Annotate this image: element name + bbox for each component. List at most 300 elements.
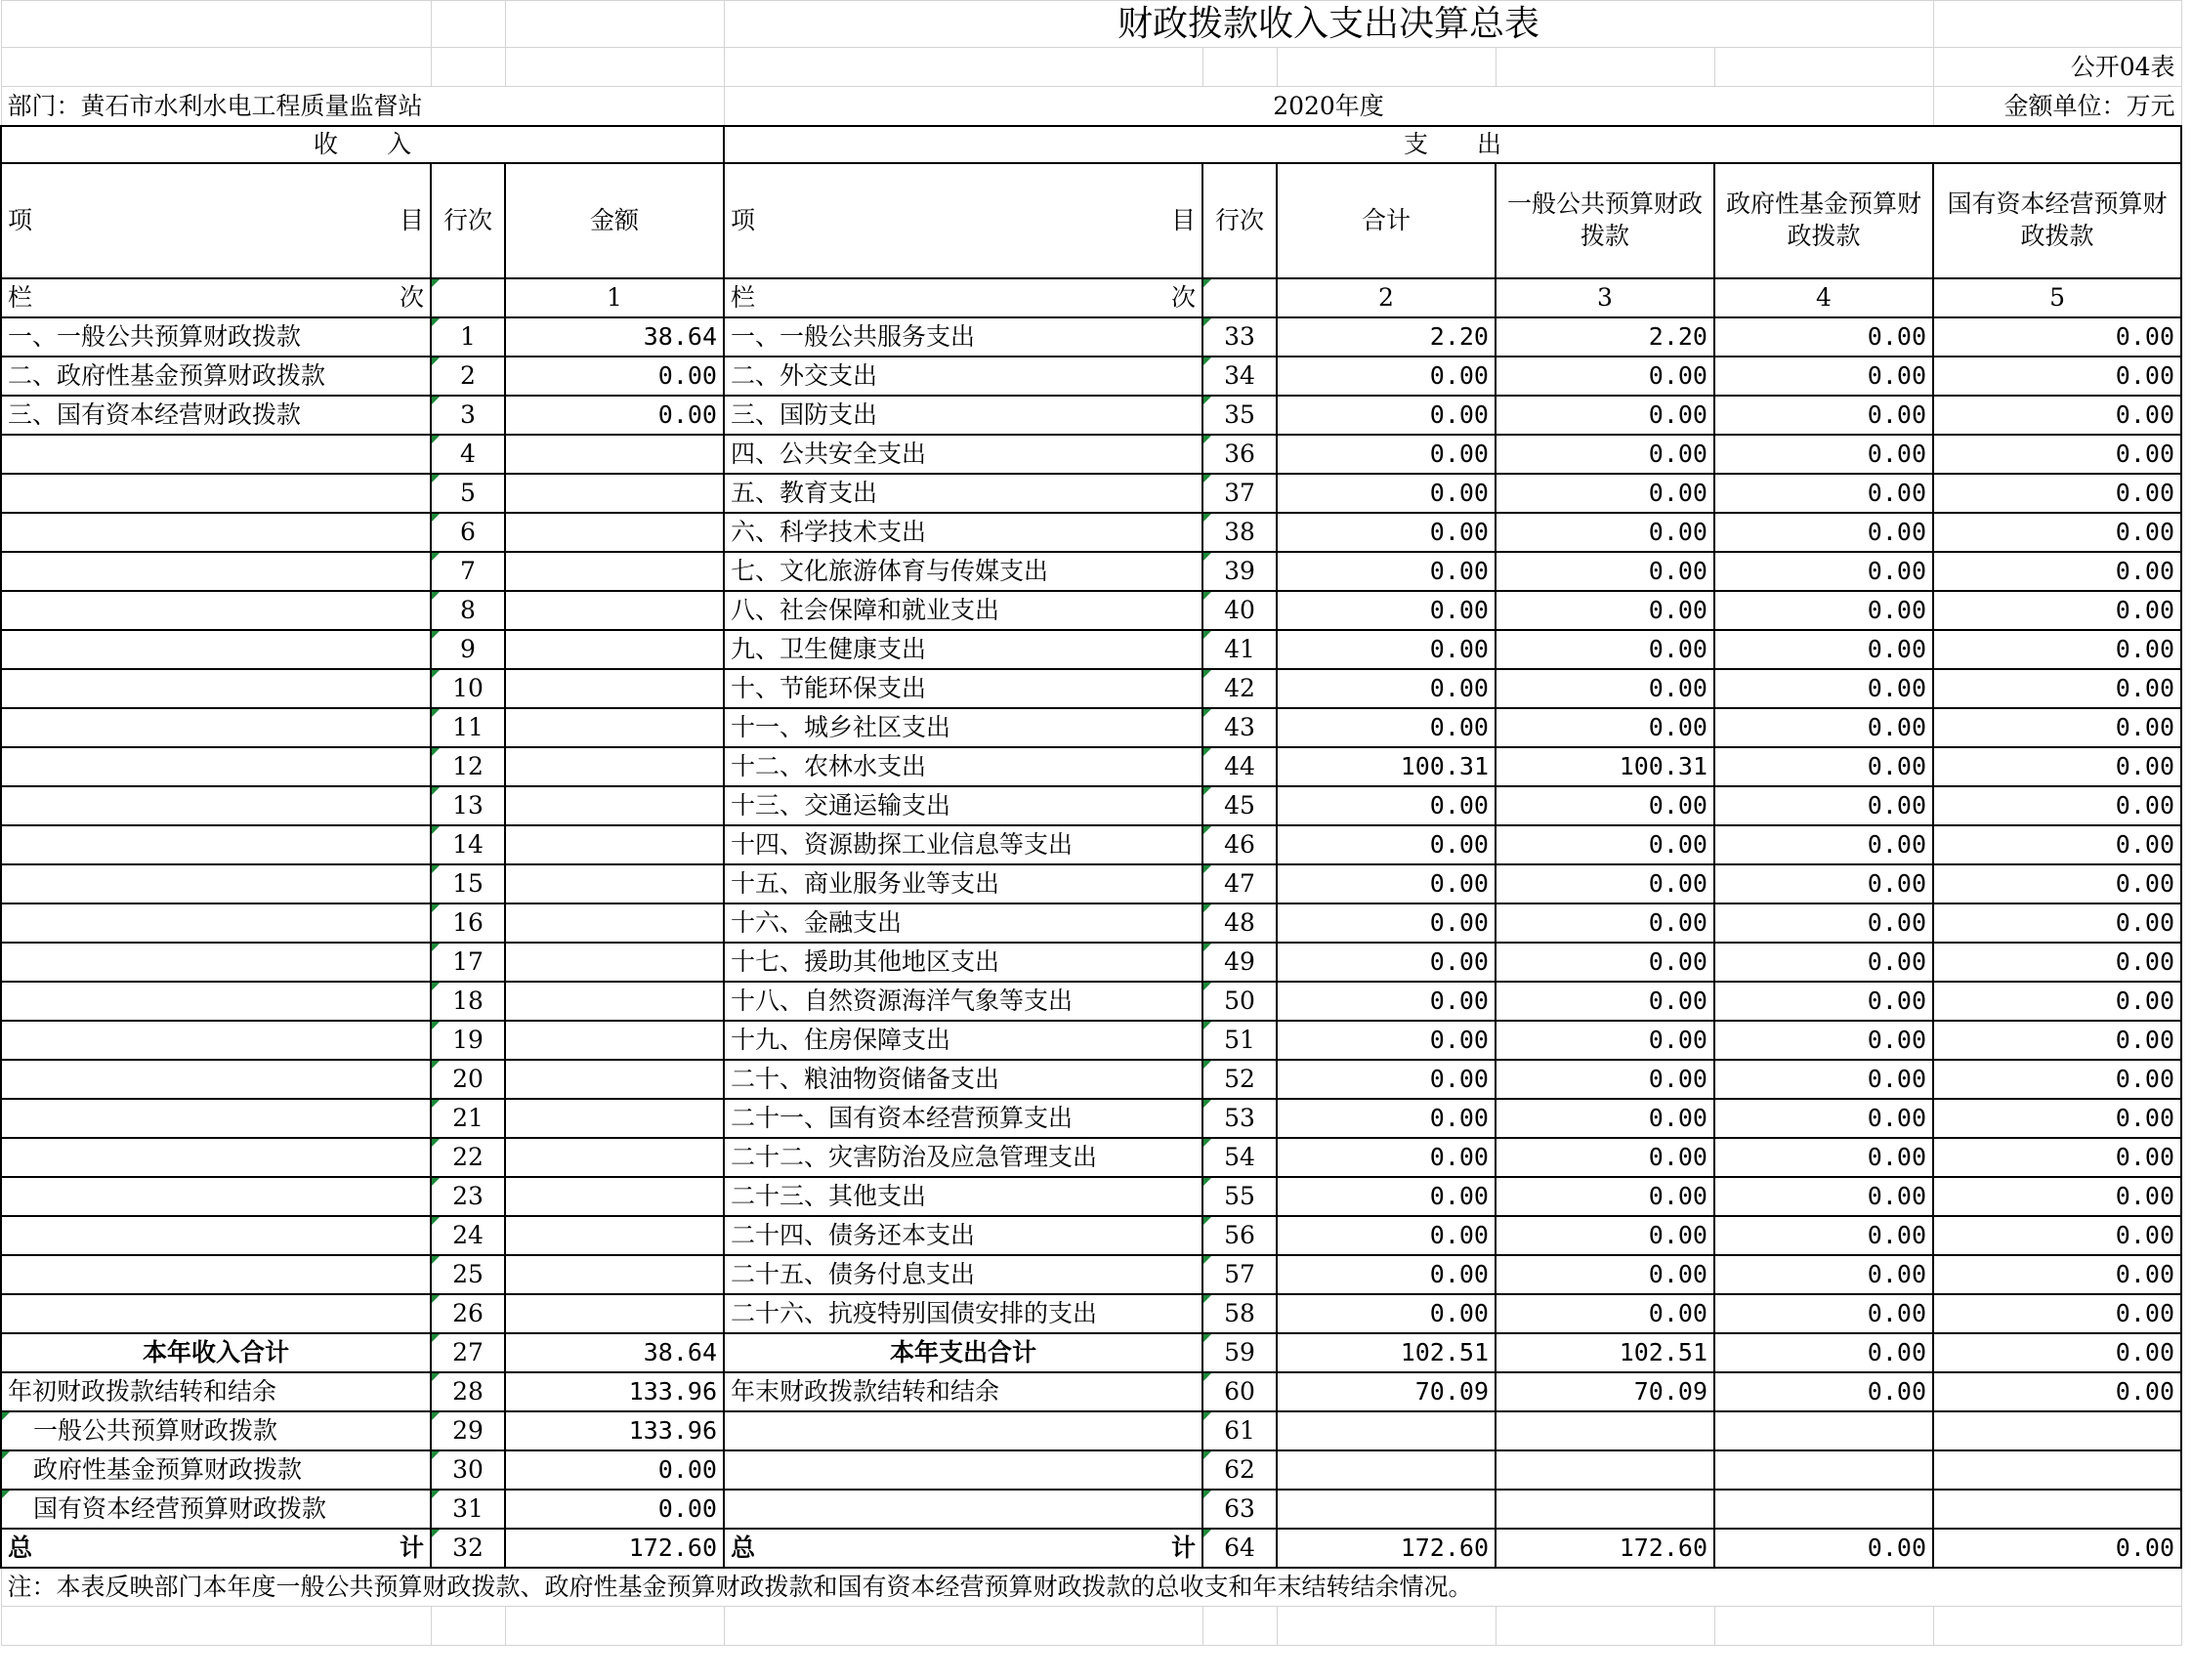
expense-row-number: 50 xyxy=(1202,982,1277,1021)
fund-budget-amount[interactable]: 0.00 xyxy=(1714,669,1933,708)
income-amount[interactable] xyxy=(505,435,724,474)
expense-item: 八、社会保障和就业支出 xyxy=(724,591,1202,630)
expense-item: 六、科学技术支出 xyxy=(724,513,1202,552)
table-row xyxy=(1,1529,2181,1568)
expense-row-number: 55 xyxy=(1202,1177,1277,1216)
state-capital-amount[interactable]: 0.00 xyxy=(1933,1372,2181,1411)
expense-total-header: 合计 xyxy=(1277,163,1496,278)
expense-row-number: 43 xyxy=(1202,708,1277,747)
expense-item xyxy=(724,1450,1202,1490)
state-capital-amount[interactable]: 0.00 xyxy=(1933,786,2181,825)
expense-row-number: 44 xyxy=(1202,747,1277,786)
state-capital-amount[interactable]: 0.00 xyxy=(1933,1529,2181,1568)
general-budget-amount[interactable]: 172.60 xyxy=(1496,1529,1714,1568)
general-budget-amount[interactable] xyxy=(1496,1411,1714,1450)
table-row xyxy=(1,1216,2181,1255)
state-capital-amount[interactable]: 0.00 xyxy=(1933,982,2181,1021)
general-budget-amount[interactable]: 0.00 xyxy=(1496,1216,1714,1255)
fund-budget-amount[interactable]: 0.00 xyxy=(1714,435,1933,474)
income-row-number: 26 xyxy=(431,1294,505,1333)
expense-total[interactable]: 0.00 xyxy=(1277,630,1496,669)
fund-budget-amount[interactable]: 0.00 xyxy=(1714,1294,1933,1333)
income-item: 二、政府性基金预算财政拨款 xyxy=(1,357,431,396)
income-item: 国有资本经营预算财政拨款 xyxy=(1,1490,431,1529)
expense-row-number: 39 xyxy=(1202,552,1277,591)
general-budget-amount[interactable]: 0.00 xyxy=(1496,396,1714,435)
income-item xyxy=(1,1177,431,1216)
fund-budget-amount[interactable]: 0.00 xyxy=(1714,943,1933,982)
income-item xyxy=(1,630,431,669)
general-budget-amount[interactable] xyxy=(1496,1450,1714,1490)
income-amount[interactable] xyxy=(505,708,724,747)
expense-total[interactable]: 0.00 xyxy=(1277,1060,1496,1099)
expense-total[interactable]: 2.20 xyxy=(1277,317,1496,357)
general-budget-amount[interactable]: 2.20 xyxy=(1496,317,1714,357)
income-item xyxy=(1,903,431,943)
fiscal-year: 2020年度 xyxy=(724,87,1933,126)
income-row-number: 14 xyxy=(431,825,505,864)
table-row xyxy=(1,943,2181,982)
fund-budget-amount[interactable]: 0.00 xyxy=(1714,786,1933,825)
income-amount[interactable] xyxy=(505,1138,724,1177)
table-row xyxy=(1,513,2181,552)
income-item: 政府性基金预算财政拨款 xyxy=(1,1450,431,1490)
state-capital-amount[interactable]: 0.00 xyxy=(1933,825,2181,864)
general-budget-amount[interactable]: 102.51 xyxy=(1496,1333,1714,1372)
expense-item: 十四、资源勘探工业信息等支出 xyxy=(724,825,1202,864)
general-budget-amount[interactable]: 0.00 xyxy=(1496,669,1714,708)
general-budget-amount[interactable]: 0.00 xyxy=(1496,864,1714,903)
general-budget-amount[interactable]: 0.00 xyxy=(1496,1021,1714,1060)
empty-cell[interactable] xyxy=(724,1607,1202,1646)
income-row-number: 32 xyxy=(431,1529,505,1568)
fund-budget-amount[interactable] xyxy=(1714,1450,1933,1490)
table-row xyxy=(1,982,2181,1021)
state-capital-amount[interactable]: 0.00 xyxy=(1933,864,2181,903)
state-capital-amount[interactable]: 0.00 xyxy=(1933,630,2181,669)
state-capital-amount[interactable] xyxy=(1933,1450,2181,1490)
income-row-number: 10 xyxy=(431,669,505,708)
empty-cell[interactable] xyxy=(1,1,431,48)
income-row-number: 28 xyxy=(431,1372,505,1411)
expense-total[interactable]: 0.00 xyxy=(1277,825,1496,864)
expense-row-number: 56 xyxy=(1202,1216,1277,1255)
column-index-5: 5 xyxy=(1933,278,2181,317)
table-row xyxy=(1,1177,2181,1216)
expense-total[interactable]: 0.00 xyxy=(1277,591,1496,630)
empty-cell[interactable] xyxy=(1202,1607,1277,1646)
table-row xyxy=(1,435,2181,474)
table-row xyxy=(1,630,2181,669)
expense-total[interactable]: 0.00 xyxy=(1277,1177,1496,1216)
expense-row-number: 58 xyxy=(1202,1294,1277,1333)
general-budget-amount[interactable]: 0.00 xyxy=(1496,1099,1714,1138)
income-amount[interactable] xyxy=(505,552,724,591)
general-budget-amount[interactable]: 0.00 xyxy=(1496,786,1714,825)
income-item xyxy=(1,513,431,552)
general-budget-amount[interactable]: 0.00 xyxy=(1496,591,1714,630)
income-rowno-header: 行次 xyxy=(431,163,505,278)
table-row xyxy=(1,669,2181,708)
expense-total[interactable]: 0.00 xyxy=(1277,1255,1496,1294)
column-index-4: 4 xyxy=(1714,278,1933,317)
empty-cell[interactable] xyxy=(431,1607,505,1646)
state-capital-header: 国有资本经营预算财政拨款 xyxy=(1933,163,2181,278)
income-item: 三、国有资本经营财政拨款 xyxy=(1,396,431,435)
income-item xyxy=(1,1021,431,1060)
expense-total[interactable]: 0.00 xyxy=(1277,708,1496,747)
income-amount[interactable] xyxy=(505,1099,724,1138)
fund-budget-amount[interactable]: 0.00 xyxy=(1714,1099,1933,1138)
expense-item: 二十五、债务付息支出 xyxy=(724,1255,1202,1294)
column-index-cell[interactable] xyxy=(1202,278,1277,317)
general-budget-amount[interactable]: 0.00 xyxy=(1496,474,1714,513)
income-amount[interactable]: 0.00 xyxy=(505,1450,724,1490)
expense-total[interactable]: 0.00 xyxy=(1277,982,1496,1021)
expense-item: 十一、城乡社区支出 xyxy=(724,708,1202,747)
general-budget-amount[interactable] xyxy=(1496,1490,1714,1529)
fund-budget-amount[interactable]: 0.00 xyxy=(1714,825,1933,864)
expense-row-number: 64 xyxy=(1202,1529,1277,1568)
fund-budget-amount[interactable]: 0.00 xyxy=(1714,474,1933,513)
general-budget-amount[interactable]: 100.31 xyxy=(1496,747,1714,786)
income-amount[interactable] xyxy=(505,474,724,513)
state-capital-amount[interactable]: 0.00 xyxy=(1933,747,2181,786)
income-item xyxy=(1,552,431,591)
income-item xyxy=(1,669,431,708)
general-budget-amount[interactable]: 0.00 xyxy=(1496,1177,1714,1216)
expense-total[interactable]: 0.00 xyxy=(1277,943,1496,982)
expense-item: 十五、商业服务业等支出 xyxy=(724,864,1202,903)
income-amount[interactable] xyxy=(505,943,724,982)
department-label: 部门：黄石市水利水电工程质量监督站 xyxy=(1,87,724,126)
expense-item: 十、节能环保支出 xyxy=(724,669,1202,708)
fund-budget-amount[interactable]: 0.00 xyxy=(1714,1021,1933,1060)
income-item: 总计 xyxy=(1,1529,431,1568)
income-amount[interactable]: 0.00 xyxy=(505,357,724,396)
state-capital-amount[interactable]: 0.00 xyxy=(1933,591,2181,630)
table-row xyxy=(1,1138,2181,1177)
income-item xyxy=(1,591,431,630)
income-amount[interactable] xyxy=(505,591,724,630)
expense-row-number: 49 xyxy=(1202,943,1277,982)
column-index-2: 2 xyxy=(1277,278,1496,317)
state-capital-amount[interactable]: 0.00 xyxy=(1933,1333,2181,1372)
income-amount[interactable]: 133.96 xyxy=(505,1372,724,1411)
fund-budget-amount[interactable]: 0.00 xyxy=(1714,552,1933,591)
state-capital-amount[interactable]: 0.00 xyxy=(1933,669,2181,708)
expense-total[interactable]: 0.00 xyxy=(1277,396,1496,435)
expense-total[interactable]: 0.00 xyxy=(1277,903,1496,943)
expense-total[interactable] xyxy=(1277,1490,1496,1529)
expense-total[interactable]: 0.00 xyxy=(1277,786,1496,825)
income-amount[interactable] xyxy=(505,1255,724,1294)
table-row xyxy=(1,1021,2181,1060)
state-capital-amount[interactable]: 0.00 xyxy=(1933,396,2181,435)
income-amount[interactable]: 133.96 xyxy=(505,1411,724,1450)
expense-item: 十八、自然资源海洋气象等支出 xyxy=(724,982,1202,1021)
expense-item: 二、外交支出 xyxy=(724,357,1202,396)
state-capital-amount[interactable]: 0.00 xyxy=(1933,1099,2181,1138)
fund-budget-amount[interactable]: 0.00 xyxy=(1714,708,1933,747)
fund-budget-amount[interactable]: 0.00 xyxy=(1714,1529,1933,1568)
expense-row-number: 61 xyxy=(1202,1411,1277,1450)
general-budget-amount[interactable]: 0.00 xyxy=(1496,1294,1714,1333)
general-budget-amount[interactable]: 0.00 xyxy=(1496,943,1714,982)
income-row-number: 19 xyxy=(431,1021,505,1060)
expense-total[interactable]: 172.60 xyxy=(1277,1529,1496,1568)
state-capital-amount[interactable]: 0.00 xyxy=(1933,1060,2181,1099)
expense-total[interactable]: 0.00 xyxy=(1277,1021,1496,1060)
expense-total[interactable]: 0.00 xyxy=(1277,552,1496,591)
fund-budget-amount[interactable]: 0.00 xyxy=(1714,1060,1933,1099)
expense-row-number: 53 xyxy=(1202,1099,1277,1138)
fund-budget-amount[interactable]: 0.00 xyxy=(1714,747,1933,786)
expense-total[interactable]: 0.00 xyxy=(1277,669,1496,708)
state-capital-amount[interactable]: 0.00 xyxy=(1933,708,2181,747)
income-item xyxy=(1,1099,431,1138)
fund-budget-amount[interactable]: 0.00 xyxy=(1714,317,1933,357)
table-row xyxy=(1,1450,2181,1490)
expense-item: 七、文化旅游体育与传媒支出 xyxy=(724,552,1202,591)
column-index-label: 栏次 xyxy=(1,278,431,317)
income-row-number: 16 xyxy=(431,903,505,943)
empty-cell[interactable] xyxy=(1933,1,2181,48)
general-budget-amount[interactable]: 70.09 xyxy=(1496,1372,1714,1411)
expense-item: 十九、住房保障支出 xyxy=(724,1021,1202,1060)
fund-budget-amount[interactable]: 0.00 xyxy=(1714,864,1933,903)
fund-budget-amount[interactable]: 0.00 xyxy=(1714,1333,1933,1372)
income-row-number: 1 xyxy=(431,317,505,357)
state-capital-amount[interactable]: 0.00 xyxy=(1933,474,2181,513)
income-amount[interactable] xyxy=(505,630,724,669)
table-row xyxy=(1,1411,2181,1450)
income-row-number: 3 xyxy=(431,396,505,435)
state-capital-amount[interactable]: 0.00 xyxy=(1933,903,2181,943)
income-item: 本年收入合计 xyxy=(1,1333,431,1372)
expense-total[interactable]: 0.00 xyxy=(1277,1216,1496,1255)
state-capital-amount[interactable]: 0.00 xyxy=(1933,317,2181,357)
income-amount[interactable] xyxy=(505,669,724,708)
state-capital-amount[interactable]: 0.00 xyxy=(1933,357,2181,396)
expense-row-number: 36 xyxy=(1202,435,1277,474)
empty-cell[interactable] xyxy=(505,1,724,48)
form-number: 公开04表 xyxy=(1933,48,2181,87)
income-row-number: 2 xyxy=(431,357,505,396)
income-row-number: 20 xyxy=(431,1060,505,1099)
income-amount-header: 金额 xyxy=(505,163,724,278)
income-amount[interactable] xyxy=(505,825,724,864)
state-capital-amount[interactable]: 0.00 xyxy=(1933,435,2181,474)
fund-budget-amount[interactable]: 0.00 xyxy=(1714,982,1933,1021)
expense-total[interactable]: 0.00 xyxy=(1277,1294,1496,1333)
expense-total[interactable]: 0.00 xyxy=(1277,513,1496,552)
income-item: 年初财政拨款结转和结余 xyxy=(1,1372,431,1411)
expense-total[interactable]: 102.51 xyxy=(1277,1333,1496,1372)
expense-total[interactable]: 100.31 xyxy=(1277,747,1496,786)
income-row-number: 24 xyxy=(431,1216,505,1255)
expense-row-number: 60 xyxy=(1202,1372,1277,1411)
expense-row-number: 35 xyxy=(1202,396,1277,435)
fund-budget-amount[interactable]: 0.00 xyxy=(1714,591,1933,630)
income-amount[interactable] xyxy=(505,786,724,825)
state-capital-amount[interactable]: 0.00 xyxy=(1933,1216,2181,1255)
fund-budget-amount[interactable]: 0.00 xyxy=(1714,396,1933,435)
column-index-cell[interactable] xyxy=(431,278,505,317)
expense-total[interactable]: 0.00 xyxy=(1277,864,1496,903)
column-index-1: 1 xyxy=(505,278,724,317)
table-row xyxy=(1,708,2181,747)
expense-item: 二十三、其他支出 xyxy=(724,1177,1202,1216)
income-amount[interactable] xyxy=(505,1216,724,1255)
income-item xyxy=(1,1060,431,1099)
income-amount[interactable]: 0.00 xyxy=(505,396,724,435)
expense-total[interactable] xyxy=(1277,1411,1496,1450)
income-row-number: 18 xyxy=(431,982,505,1021)
income-row-number: 11 xyxy=(431,708,505,747)
income-amount[interactable]: 172.60 xyxy=(505,1529,724,1568)
table-row xyxy=(1,1490,2181,1529)
income-amount[interactable] xyxy=(505,1177,724,1216)
expense-total[interactable]: 70.09 xyxy=(1277,1372,1496,1411)
general-budget-amount[interactable]: 0.00 xyxy=(1496,1138,1714,1177)
expense-total[interactable]: 0.00 xyxy=(1277,1099,1496,1138)
table-row xyxy=(1,786,2181,825)
general-budget-amount[interactable]: 0.00 xyxy=(1496,1060,1714,1099)
column-index-label: 栏次 xyxy=(724,278,1202,317)
empty-cell[interactable] xyxy=(1,1607,431,1646)
income-amount[interactable] xyxy=(505,513,724,552)
general-budget-amount[interactable]: 0.00 xyxy=(1496,513,1714,552)
income-item xyxy=(1,943,431,982)
expense-row-number: 59 xyxy=(1202,1333,1277,1372)
income-row-number: 21 xyxy=(431,1099,505,1138)
state-capital-amount[interactable]: 0.00 xyxy=(1933,1021,2181,1060)
fund-budget-amount[interactable]: 0.00 xyxy=(1714,1216,1933,1255)
expense-item: 十六、金融支出 xyxy=(724,903,1202,943)
state-capital-amount[interactable]: 0.00 xyxy=(1933,552,2181,591)
table-row xyxy=(1,747,2181,786)
general-budget-amount[interactable]: 0.00 xyxy=(1496,825,1714,864)
state-capital-amount[interactable]: 0.00 xyxy=(1933,513,2181,552)
state-capital-amount[interactable]: 0.00 xyxy=(1933,943,2181,982)
column-index-3: 3 xyxy=(1496,278,1714,317)
general-budget-amount[interactable]: 0.00 xyxy=(1496,903,1714,943)
state-capital-amount[interactable]: 0.00 xyxy=(1933,1294,2181,1333)
fund-budget-amount[interactable]: 0.00 xyxy=(1714,630,1933,669)
expense-row-number: 41 xyxy=(1202,630,1277,669)
expense-row-number: 42 xyxy=(1202,669,1277,708)
expense-row-number: 52 xyxy=(1202,1060,1277,1099)
income-amount[interactable] xyxy=(505,864,724,903)
empty-cell[interactable] xyxy=(505,1607,724,1646)
table-row xyxy=(1,552,2181,591)
expense-row-number: 38 xyxy=(1202,513,1277,552)
fund-budget-amount[interactable]: 0.00 xyxy=(1714,903,1933,943)
income-amount[interactable] xyxy=(505,747,724,786)
general-budget-amount[interactable]: 0.00 xyxy=(1496,552,1714,591)
income-section-header: 收 入 xyxy=(1,126,724,163)
general-budget-amount[interactable]: 0.00 xyxy=(1496,708,1714,747)
general-budget-amount[interactable]: 0.00 xyxy=(1496,435,1714,474)
general-budget-amount[interactable]: 0.00 xyxy=(1496,630,1714,669)
expense-row-number: 33 xyxy=(1202,317,1277,357)
income-amount[interactable] xyxy=(505,1060,724,1099)
empty-cell[interactable] xyxy=(1277,1607,1496,1646)
income-item xyxy=(1,1138,431,1177)
fund-budget-amount[interactable]: 0.00 xyxy=(1714,1372,1933,1411)
table-row xyxy=(1,591,2181,630)
expense-total[interactable]: 0.00 xyxy=(1277,474,1496,513)
fund-budget-amount[interactable] xyxy=(1714,1411,1933,1450)
state-capital-amount[interactable]: 0.00 xyxy=(1933,1255,2181,1294)
fund-budget-amount[interactable]: 0.00 xyxy=(1714,1177,1933,1216)
table-row xyxy=(1,825,2181,864)
empty-cell[interactable] xyxy=(1933,1607,2181,1646)
expense-item: 二十四、债务还本支出 xyxy=(724,1216,1202,1255)
income-item xyxy=(1,864,431,903)
income-amount[interactable]: 0.00 xyxy=(505,1490,724,1529)
expense-item: 九、卫生健康支出 xyxy=(724,630,1202,669)
empty-cell[interactable] xyxy=(1714,1607,1933,1646)
income-item xyxy=(1,1255,431,1294)
general-budget-amount[interactable]: 0.00 xyxy=(1496,357,1714,396)
fund-budget-amount[interactable] xyxy=(1714,1490,1933,1529)
state-capital-amount[interactable] xyxy=(1933,1490,2181,1529)
table-row xyxy=(1,903,2181,943)
general-budget-amount[interactable]: 0.00 xyxy=(1496,982,1714,1021)
table-row xyxy=(1,357,2181,396)
expense-total[interactable]: 0.00 xyxy=(1277,435,1496,474)
state-capital-amount[interactable]: 0.00 xyxy=(1933,1138,2181,1177)
fund-budget-amount[interactable]: 0.00 xyxy=(1714,357,1933,396)
expense-row-number: 46 xyxy=(1202,825,1277,864)
income-row-number: 17 xyxy=(431,943,505,982)
expense-rowno-header: 行次 xyxy=(1202,163,1277,278)
income-row-number: 27 xyxy=(431,1333,505,1372)
state-capital-amount[interactable] xyxy=(1933,1411,2181,1450)
expense-item: 五、教育支出 xyxy=(724,474,1202,513)
expense-item: 年末财政拨款结转和结余 xyxy=(724,1372,1202,1411)
income-row-number: 25 xyxy=(431,1255,505,1294)
income-amount[interactable]: 38.64 xyxy=(505,317,724,357)
income-amount[interactable] xyxy=(505,982,724,1021)
state-capital-amount[interactable]: 0.00 xyxy=(1933,1177,2181,1216)
expense-total[interactable] xyxy=(1277,1450,1496,1490)
fund-budget-amount[interactable]: 0.00 xyxy=(1714,1138,1933,1177)
expense-row-number: 51 xyxy=(1202,1021,1277,1060)
fund-budget-amount[interactable]: 0.00 xyxy=(1714,1255,1933,1294)
income-amount[interactable] xyxy=(505,1021,724,1060)
income-amount[interactable] xyxy=(505,903,724,943)
expense-item-header: 项目 xyxy=(724,163,1202,278)
expense-total[interactable]: 0.00 xyxy=(1277,357,1496,396)
general-budget-amount[interactable]: 0.00 xyxy=(1496,1255,1714,1294)
expense-item: 十二、农林水支出 xyxy=(724,747,1202,786)
expense-row-number: 40 xyxy=(1202,591,1277,630)
income-item-header: 项目 xyxy=(1,163,431,278)
expense-total[interactable]: 0.00 xyxy=(1277,1138,1496,1177)
expense-item: 本年支出合计 xyxy=(724,1333,1202,1372)
income-row-number: 23 xyxy=(431,1177,505,1216)
empty-cell[interactable] xyxy=(431,1,505,48)
footnote: 注：本表反映部门本年度一般公共预算财政拨款、政府性基金预算财政拨款和国有资本经营预算财政拨款的总收支和年末结转结余情况。 xyxy=(1,1568,2181,1607)
fund-budget-amount[interactable]: 0.00 xyxy=(1714,513,1933,552)
income-amount[interactable] xyxy=(505,1294,724,1333)
empty-cell[interactable] xyxy=(1496,1607,1714,1646)
income-amount[interactable]: 38.64 xyxy=(505,1333,724,1372)
expense-item: 二十六、抗疫特别国债安排的支出 xyxy=(724,1294,1202,1333)
